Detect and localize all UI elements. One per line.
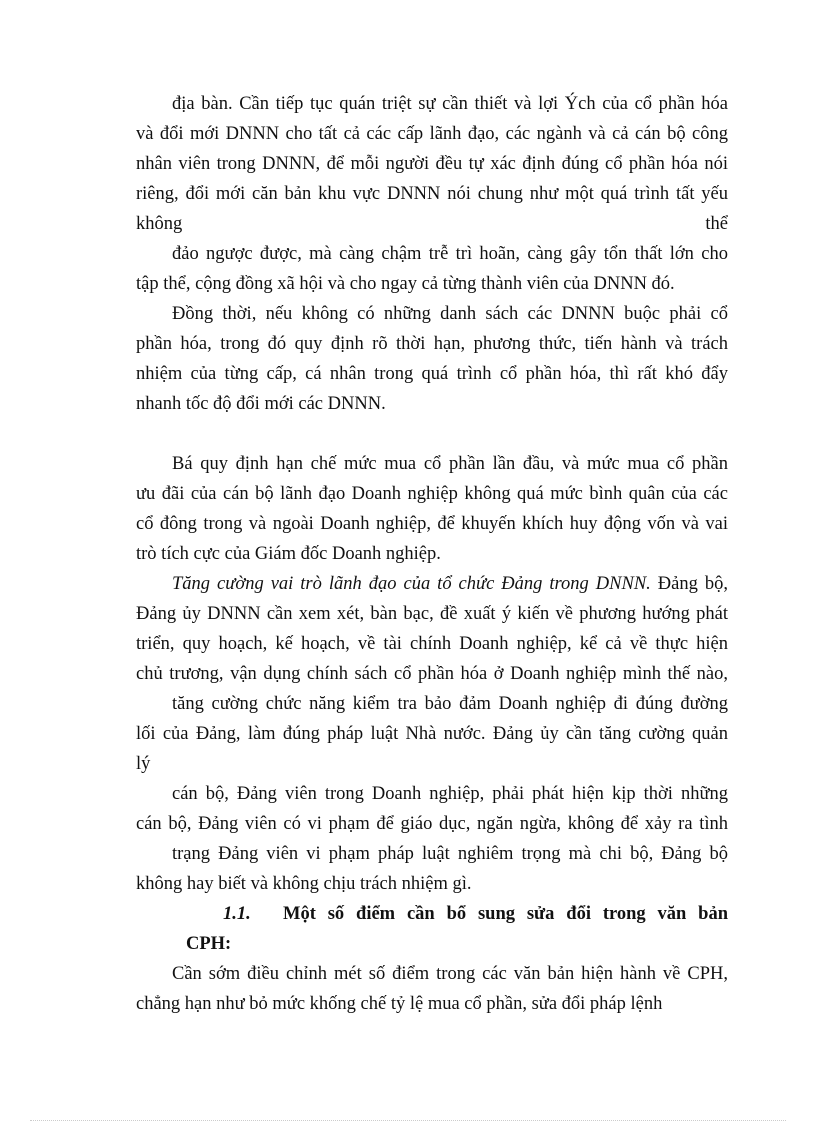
- page-bottom-rule: [30, 1120, 786, 1121]
- text-line: Đảng ủy DNNN cần xem xét, bàn bạc, đề xuất ý kiến về phương hướng phát: [136, 604, 728, 624]
- text-line: riêng, đổi mới căn bản khu vực DNNN nói chung như một quá trình tất yếu: [136, 184, 728, 204]
- text-line: chẳng hạn như bỏ mức khống chế tỷ lệ mua cổ phần, sửa đổi pháp lệnh: [136, 994, 663, 1014]
- text-line: cán bộ, Đảng viên có vi phạm để giáo dục, ngăn ngừa, không để xảy ra tình: [136, 814, 728, 834]
- text-line: chủ trương, vận dụng chính sách cổ phần hóa ở Doanh nghiệp mình thế nào,: [136, 664, 728, 684]
- text-line: đảo ngược được, mà càng chậm trễ trì hoãn, càng gây tổn thất lớn cho: [172, 244, 728, 264]
- italic-heading-text: Tăng cường vai trò lãnh đạo của tổ chức Đảng trong DNNN.: [172, 574, 651, 594]
- text-line: không hay biết và không chịu trách nhiệm gì.: [136, 874, 472, 894]
- text-line: Bá quy định hạn chế mức mua cổ phần lần đầu, và mức mua cổ phần: [172, 454, 728, 474]
- text-line: trò tích cực của Giám đốc Doanh nghiệp.: [136, 544, 441, 564]
- text-line: trạng Đảng viên vi phạm pháp luật nghiêm trọng mà chi bộ, Đảng bộ: [172, 844, 728, 864]
- text-line: nhanh tốc độ đổi mới các DNNN.: [136, 394, 386, 414]
- text-line: Đồng thời, nếu không có những danh sách các DNNN buộc phải cổ: [172, 304, 728, 324]
- text-line: triển, quy hoạch, kế hoạch, về tài chính Doanh nghiệp, kể cả về thực hiện: [136, 634, 728, 654]
- text-fragment-left: không: [136, 214, 183, 234]
- text-line: phần hóa, trong đó quy định rõ thời hạn, phương thức, tiến hành và trách: [136, 334, 728, 354]
- text-fragment-right: thể: [705, 214, 728, 234]
- section-title-continuation: CPH:: [186, 934, 232, 954]
- section-heading: [136, 899, 728, 929]
- section-number: 1.1.: [223, 904, 251, 924]
- text-line: lý: [136, 754, 151, 774]
- text-line: và đổi mới DNNN cho tất cả các cấp lãnh đạo, các ngành và cả cán bộ công: [136, 124, 728, 144]
- text-line: địa bàn. Cần tiếp tục quán triệt sự cần thiết và lợi Ých của cổ phần hóa: [172, 94, 728, 114]
- text-line-split: [136, 209, 728, 239]
- text-line: Cần sớm điều chỉnh mét số điểm trong các văn bản hiện hành về CPH,: [172, 964, 728, 984]
- text-line: tăng cường chức năng kiểm tra bảo đảm Doanh nghiệp đi đúng đường: [172, 694, 728, 714]
- section-title: Một số điểm cần bổ sung sửa đổi trong văn bản: [283, 904, 728, 924]
- text-line: nhiệm của từng cấp, cá nhân trong quá trình cổ phần hóa, thì rất khó đẩy: [136, 364, 728, 384]
- text-line: ưu đãi của cán bộ lãnh đạo Doanh nghiệp không quá mức bình quân của các: [136, 484, 728, 504]
- paragraph-gap: [136, 419, 728, 449]
- text-line: tập thể, cộng đồng xã hội và cho ngay cả từng thành viên của DNNN đó.: [136, 274, 675, 294]
- text-line: cổ đông trong và ngoài Doanh nghiệp, để khuyến khích huy động vốn và vai: [136, 514, 728, 534]
- text-line: cán bộ, Đảng viên trong Doanh nghiệp, phải phát hiện kịp thời những: [172, 784, 728, 804]
- text-fragment: Đảng bộ,: [650, 574, 728, 594]
- document-page: [136, 89, 728, 1019]
- text-line: nhân viên trong DNNN, để mỗi người đều tự xác định đúng cổ phần hóa nói: [136, 154, 728, 174]
- text-line-mixed: [136, 569, 728, 599]
- text-line: lối của Đảng, làm đúng pháp luật Nhà nước. Đảng ủy cần tăng cường quản: [136, 724, 728, 744]
